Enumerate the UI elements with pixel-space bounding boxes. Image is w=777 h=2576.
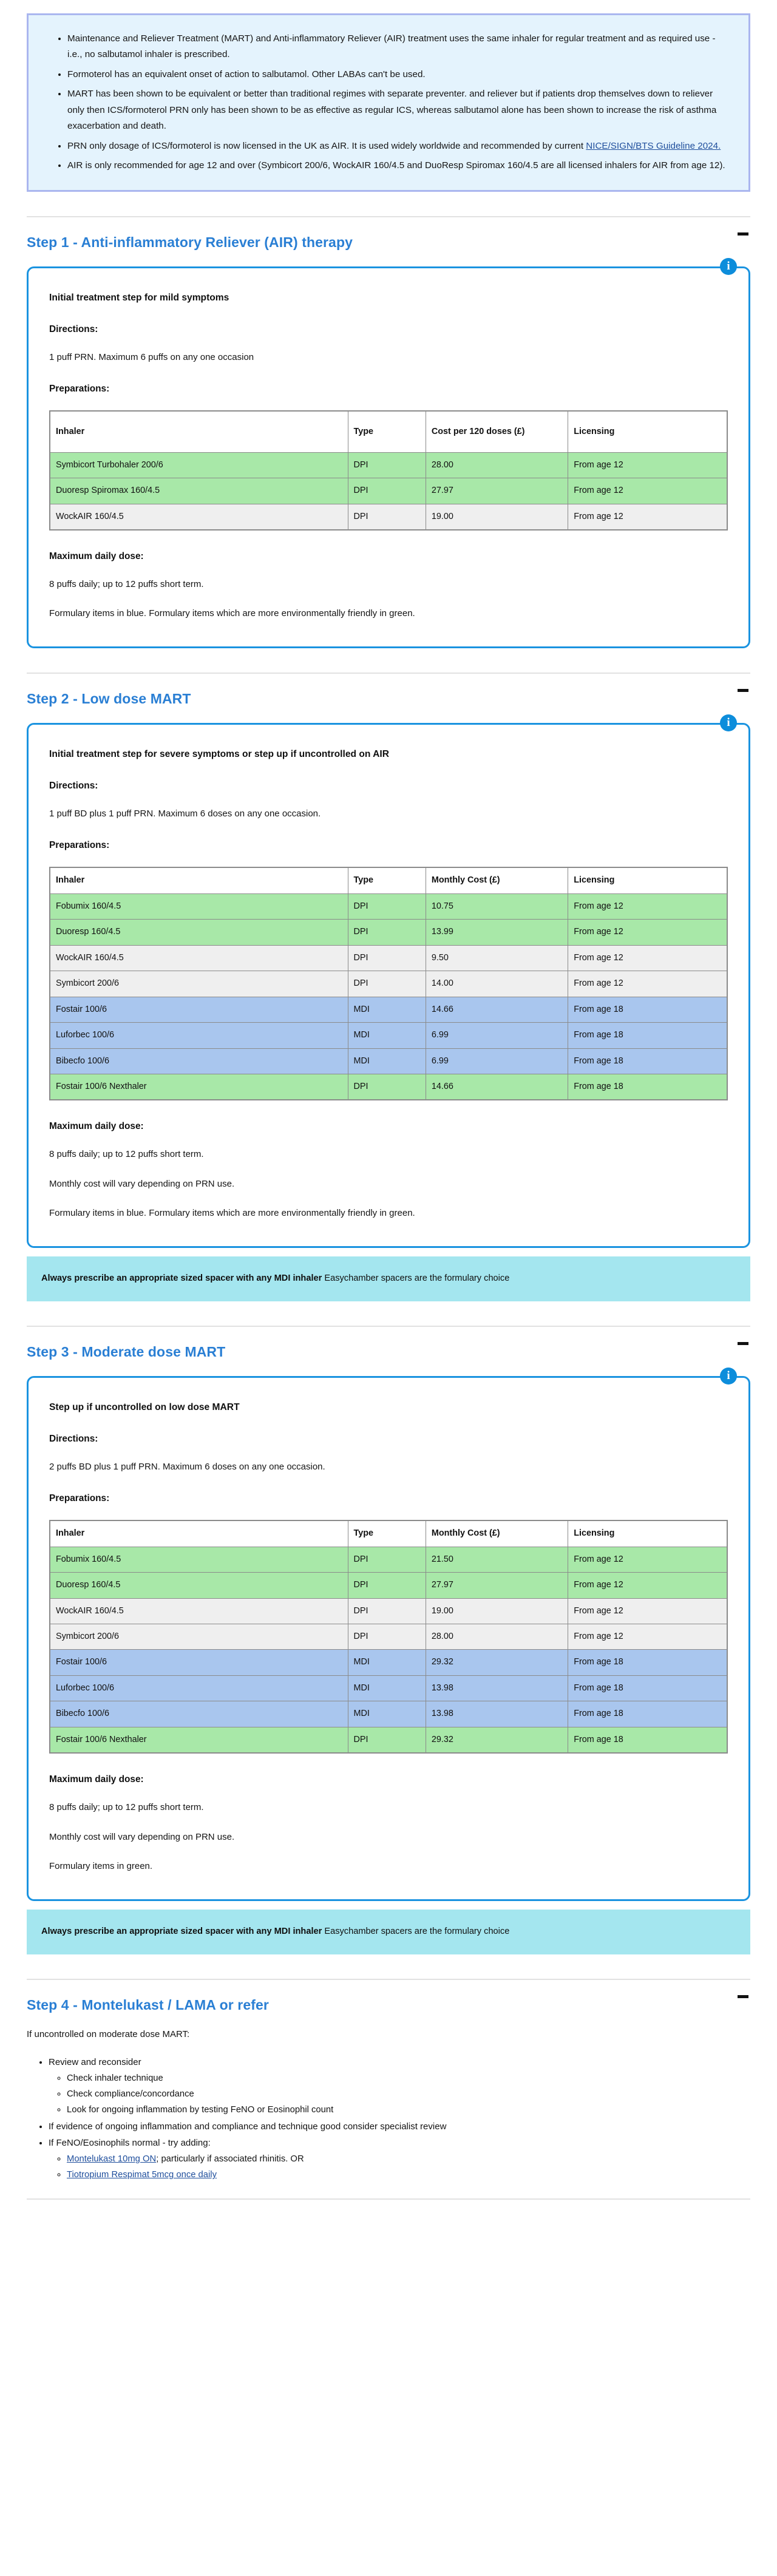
cell-licensing: From age 12 — [568, 971, 727, 997]
cell-licensing: From age 12 — [568, 893, 727, 919]
step2-maxdose-label: Maximum daily dose: — [49, 1121, 144, 1132]
cell-licensing: From age 12 — [568, 1547, 727, 1572]
step3-preparations-table — [49, 1520, 728, 1754]
column-header-cost: Monthly Cost (£) — [426, 867, 568, 893]
spacer-notice-rest: Easychamber spacers are the formulary choice — [322, 1926, 510, 1936]
column-header-cost: Monthly Cost (£) — [426, 1520, 568, 1547]
cell-type: DPI — [348, 1074, 426, 1100]
intro-info-panel — [27, 13, 750, 192]
minus-icon[interactable] — [737, 1991, 749, 2003]
cell-inhaler: Fostair 100/6 Nexthaler — [50, 1727, 348, 1753]
cell-licensing: From age 12 — [568, 1598, 727, 1624]
step2-preparations-label: Preparations: — [49, 840, 110, 851]
cell-inhaler: Luforbec 100/6 — [50, 1023, 348, 1048]
cell-type: MDI — [348, 1023, 426, 1048]
cell-inhaler: Fobumix 160/4.5 — [50, 893, 348, 919]
list-item — [49, 2055, 750, 2118]
bullet-text: MART has been shown to be equivalent or better than traditional regimes with separate preventer. and reliever but if patients drop themselves down to reliever only then ICS/formoterol PRN only has been shown to be as effective as regular ICS, whereas salbutamol alone has been shown to increase the risk of asthma exacerbation and death. — [67, 89, 717, 132]
list-item — [67, 158, 730, 174]
cell-cost: 14.00 — [426, 971, 568, 997]
spacer-notice-bold: Always prescribe an appropriate sized spacer with any MDI inhaler — [41, 1273, 322, 1283]
cell-cost: 14.66 — [426, 1074, 568, 1100]
list-item — [67, 86, 730, 134]
cell-type: DPI — [348, 1598, 426, 1624]
list-item — [67, 2087, 750, 2102]
cell-cost: 21.50 — [426, 1547, 568, 1572]
cell-type: MDI — [348, 1675, 426, 1701]
step4-sublist — [49, 2072, 750, 2118]
cell-cost: 10.75 — [426, 893, 568, 919]
step1-directions-label: Directions: — [49, 324, 98, 334]
column-header-licensing: Licensing — [568, 867, 727, 893]
cell-type: MDI — [348, 997, 426, 1022]
cell-type: MDI — [348, 1650, 426, 1675]
page-root — [0, 13, 777, 2200]
step1-colour-note: Formulary items in blue. Formulary items which are more environmentally friendly in green. — [49, 608, 415, 619]
step3-colour-note: Formulary items in green. — [49, 1861, 153, 1872]
table-row — [50, 1675, 727, 1701]
minus-icon[interactable] — [737, 228, 749, 240]
step3-maxdose-label: Maximum daily dose: — [49, 1774, 144, 1785]
step1-card — [27, 266, 750, 648]
table-row — [50, 1701, 727, 1727]
table-row — [50, 997, 727, 1022]
step1-maxdose-text: 8 puffs daily; up to 12 puffs short term. — [49, 578, 204, 589]
step3-directions-label: Directions: — [49, 1433, 98, 1444]
table-header-row — [50, 867, 727, 893]
cell-inhaler: WockAIR 160/4.5 — [50, 1598, 348, 1624]
cell-type: MDI — [348, 1701, 426, 1727]
step2-monthly-note: Monthly cost will vary depending on PRN use. — [49, 1178, 235, 1189]
table-row — [50, 504, 727, 530]
step3-preparations-label: Preparations: — [49, 1493, 110, 1504]
cell-cost: 28.00 — [426, 1624, 568, 1650]
cell-licensing: From age 18 — [568, 1650, 727, 1675]
table-row — [50, 1727, 727, 1753]
cell-type: DPI — [348, 1624, 426, 1650]
bullet-text: PRN only dosage of ICS/formoterol is now licensed in the UK as AIR. It is used widely worldwide and recommended by current — [67, 140, 586, 151]
cell-licensing: From age 18 — [568, 997, 727, 1022]
cell-inhaler: Symbicort 200/6 — [50, 1624, 348, 1650]
column-header-licensing: Licensing — [568, 1520, 727, 1547]
bullet-text: Formoterol has an equivalent onset of action to salbutamol. Other LABAs can't be used. — [67, 69, 426, 80]
step3-maxdose-text: 8 puffs daily; up to 12 puffs short term. — [49, 1802, 204, 1813]
step4-sublist — [49, 2152, 750, 2183]
table-row — [50, 893, 727, 919]
step2-header — [27, 674, 750, 723]
cell-cost: 6.99 — [426, 1048, 568, 1074]
cell-cost: 13.98 — [426, 1675, 568, 1701]
bullet-text: If FeNO/Eosinophils normal - try adding: — [49, 2138, 211, 2149]
cell-licensing: From age 18 — [568, 1727, 727, 1753]
cell-inhaler: Fostair 100/6 Nexthaler — [50, 1074, 348, 1100]
cell-cost: 13.98 — [426, 1701, 568, 1727]
step3-directions-text: 2 puffs BD plus 1 puff PRN. Maximum 6 doses on any one occasion. — [49, 1461, 325, 1472]
step3-card — [27, 1376, 750, 1901]
cell-licensing: From age 12 — [568, 1624, 727, 1650]
table-row — [50, 1624, 727, 1650]
table-row — [50, 1598, 727, 1624]
list-item — [67, 31, 730, 63]
bullet-text: Review and reconsider — [49, 2056, 141, 2067]
cell-inhaler: Duoresp Spiromax 160/4.5 — [50, 478, 348, 504]
cell-licensing: From age 18 — [568, 1701, 727, 1727]
bullet-text: Look for ongoing inflammation by testing FeNO or Eosinophil count — [67, 2104, 334, 2115]
cell-cost: 19.00 — [426, 504, 568, 530]
cell-cost: 14.66 — [426, 997, 568, 1022]
step4-content — [27, 2029, 750, 2200]
cell-type: DPI — [348, 971, 426, 997]
bullet-text: AIR is only recommended for age 12 and over (Symbicort 200/6, WockAIR 160/4.5 and DuoResp Spiromax 160/4.5 are all licensed inhalers for AIR from age 12). — [67, 160, 725, 171]
column-header-inhaler: Inhaler — [50, 867, 348, 893]
bullet-text: Check inhaler technique — [67, 2073, 163, 2083]
step3-card-wrap — [27, 1369, 750, 1901]
cell-inhaler: Fostair 100/6 — [50, 997, 348, 1022]
table-row — [50, 1573, 727, 1598]
cell-licensing: From age 12 — [568, 920, 727, 945]
cell-licensing: From age 12 — [568, 1573, 727, 1598]
cell-type: MDI — [348, 1048, 426, 1074]
list-item — [49, 2120, 750, 2134]
spacer-notice-rest: Easychamber spacers are the formulary choice — [322, 1273, 510, 1283]
cell-inhaler: Bibecfo 100/6 — [50, 1701, 348, 1727]
step4-header — [27, 1980, 750, 2029]
table-row — [50, 1074, 727, 1100]
column-header-type: Type — [348, 867, 426, 893]
cell-cost: 19.00 — [426, 1598, 568, 1624]
list-item — [67, 2168, 750, 2183]
cell-licensing: From age 18 — [568, 1074, 727, 1100]
list-item — [49, 2136, 750, 2183]
table-header-row — [50, 1520, 727, 1547]
step2-card — [27, 723, 750, 1248]
cell-inhaler: Symbicort 200/6 — [50, 971, 348, 997]
step1-header — [27, 217, 750, 266]
bullet-text: ; particularly if associated rhinitis. OR — [156, 2154, 304, 2164]
cell-inhaler: Luforbec 100/6 — [50, 1675, 348, 1701]
bullet-text: If evidence of ongoing inflammation and compliance and technique good consider specialist review — [49, 2121, 447, 2132]
step1-directions-text: 1 puff PRN. Maximum 6 puffs on any one occasion — [49, 351, 254, 362]
column-header-inhaler: Inhaler — [50, 1520, 348, 1547]
cell-inhaler: Fostair 100/6 — [50, 1650, 348, 1675]
bottom-divider — [27, 2198, 750, 2200]
cell-licensing: From age 12 — [568, 452, 727, 478]
cell-type: DPI — [348, 452, 426, 478]
list-item — [67, 138, 730, 154]
cell-cost: 6.99 — [426, 1023, 568, 1048]
cell-type: DPI — [348, 920, 426, 945]
step2-spacer-notice — [27, 1256, 750, 1301]
minus-icon[interactable] — [737, 1338, 749, 1350]
table-row — [50, 478, 727, 504]
list-item — [67, 2152, 750, 2167]
column-header-inhaler: Inhaler — [50, 411, 348, 452]
minus-icon[interactable] — [737, 685, 749, 697]
cell-licensing: From age 18 — [568, 1048, 727, 1074]
step2-lead: Initial treatment step for severe symptoms or step up if uncontrolled on AIR — [49, 748, 390, 759]
step2-directions-label: Directions: — [49, 780, 98, 791]
cell-type: DPI — [348, 1573, 426, 1598]
step1-preparations-table — [49, 410, 728, 530]
info-icon[interactable]: i — [720, 258, 737, 275]
table-row — [50, 452, 727, 478]
cell-inhaler: Symbicort Turbohaler 200/6 — [50, 452, 348, 478]
page-title: Step 1 - Anti-inflammatory Reliever (AIR) therapy — [27, 234, 353, 250]
step3-lead: Step up if uncontrolled on low dose MART — [49, 1402, 240, 1412]
page-title: Step 3 - Moderate dose MART — [27, 1343, 226, 1360]
step1-card-wrap — [27, 259, 750, 648]
cell-type: DPI — [348, 1547, 426, 1572]
column-header-cost: Cost per 120 doses (£) — [426, 411, 568, 452]
table-row — [50, 971, 727, 997]
cell-cost: 27.97 — [426, 478, 568, 504]
cell-inhaler: Fobumix 160/4.5 — [50, 1547, 348, 1572]
intro-bullet-list — [47, 31, 730, 174]
cell-inhaler: Duoresp 160/4.5 — [50, 920, 348, 945]
cell-type: DPI — [348, 1727, 426, 1753]
table-row — [50, 920, 727, 945]
list-item — [67, 67, 730, 83]
step2-card-wrap — [27, 716, 750, 1248]
bullet-text: Check compliance/concordance — [67, 2089, 194, 2099]
cell-type: DPI — [348, 893, 426, 919]
cell-cost: 29.32 — [426, 1727, 568, 1753]
cell-licensing: From age 18 — [568, 1675, 727, 1701]
cell-type: DPI — [348, 478, 426, 504]
column-header-licensing: Licensing — [568, 411, 727, 452]
cell-inhaler: Bibecfo 100/6 — [50, 1048, 348, 1074]
page-title: Step 2 - Low dose MART — [27, 690, 191, 707]
column-header-type: Type — [348, 411, 426, 452]
table-row — [50, 1547, 727, 1572]
step1-preparations-label: Preparations: — [49, 384, 110, 395]
tiotropium-link[interactable]: Tiotropium Respimat 5mcg once daily — [67, 2170, 217, 2180]
cell-cost: 9.50 — [426, 945, 568, 971]
cell-type: DPI — [348, 945, 426, 971]
bullet-text: Maintenance and Reliever Treatment (MART) and Anti-inflammatory Reliever (AIR) treatment uses the same inhaler for regular treatment and as required use - i.e., no salbutamol inhaler is prescribed. — [67, 33, 716, 60]
step1-maxdose-label: Maximum daily dose: — [49, 551, 144, 561]
cell-cost: 27.97 — [426, 1573, 568, 1598]
cell-type: DPI — [348, 504, 426, 530]
list-item — [67, 2072, 750, 2086]
step3-spacer-notice — [27, 1910, 750, 1954]
step3-monthly-note: Monthly cost will vary depending on PRN use. — [49, 1831, 235, 1842]
table-row — [50, 1650, 727, 1675]
cell-licensing: From age 12 — [568, 478, 727, 504]
step1-lead: Initial treatment step for mild symptoms — [49, 292, 229, 303]
step2-preparations-table — [49, 867, 728, 1100]
step2-colour-note: Formulary items in blue. Formulary items which are more environmentally friendly in green. — [49, 1208, 415, 1219]
step3-header — [27, 1327, 750, 1376]
step4-intro: If uncontrolled on moderate dose MART: — [27, 2029, 190, 2039]
column-header-type: Type — [348, 1520, 426, 1547]
montelukast-link[interactable]: Montelukast 10mg ON — [67, 2154, 157, 2164]
cell-licensing: From age 18 — [568, 1023, 727, 1048]
nice-guideline-link[interactable]: NICE/SIGN/BTS Guideline 2024. — [586, 140, 721, 151]
table-header-row — [50, 411, 727, 452]
cell-inhaler: WockAIR 160/4.5 — [50, 945, 348, 971]
list-item — [67, 2103, 750, 2118]
table-row — [50, 1048, 727, 1074]
spacer-notice-bold: Always prescribe an appropriate sized spacer with any MDI inhaler — [41, 1926, 322, 1936]
cell-cost: 29.32 — [426, 1650, 568, 1675]
page-title: Step 4 - Montelukast / LAMA or refer — [27, 1996, 269, 2013]
table-row — [50, 1023, 727, 1048]
cell-inhaler: Duoresp 160/4.5 — [50, 1573, 348, 1598]
table-row — [50, 945, 727, 971]
step4-bullet-list — [27, 2055, 750, 2183]
info-icon[interactable]: i — [720, 714, 737, 731]
cell-inhaler: WockAIR 160/4.5 — [50, 504, 348, 530]
cell-cost: 28.00 — [426, 452, 568, 478]
info-icon[interactable]: i — [720, 1368, 737, 1385]
cell-licensing: From age 12 — [568, 504, 727, 530]
cell-cost: 13.99 — [426, 920, 568, 945]
step2-directions-text: 1 puff BD plus 1 puff PRN. Maximum 6 doses on any one occasion. — [49, 808, 321, 819]
step2-maxdose-text: 8 puffs daily; up to 12 puffs short term. — [49, 1149, 204, 1160]
cell-licensing: From age 12 — [568, 945, 727, 971]
